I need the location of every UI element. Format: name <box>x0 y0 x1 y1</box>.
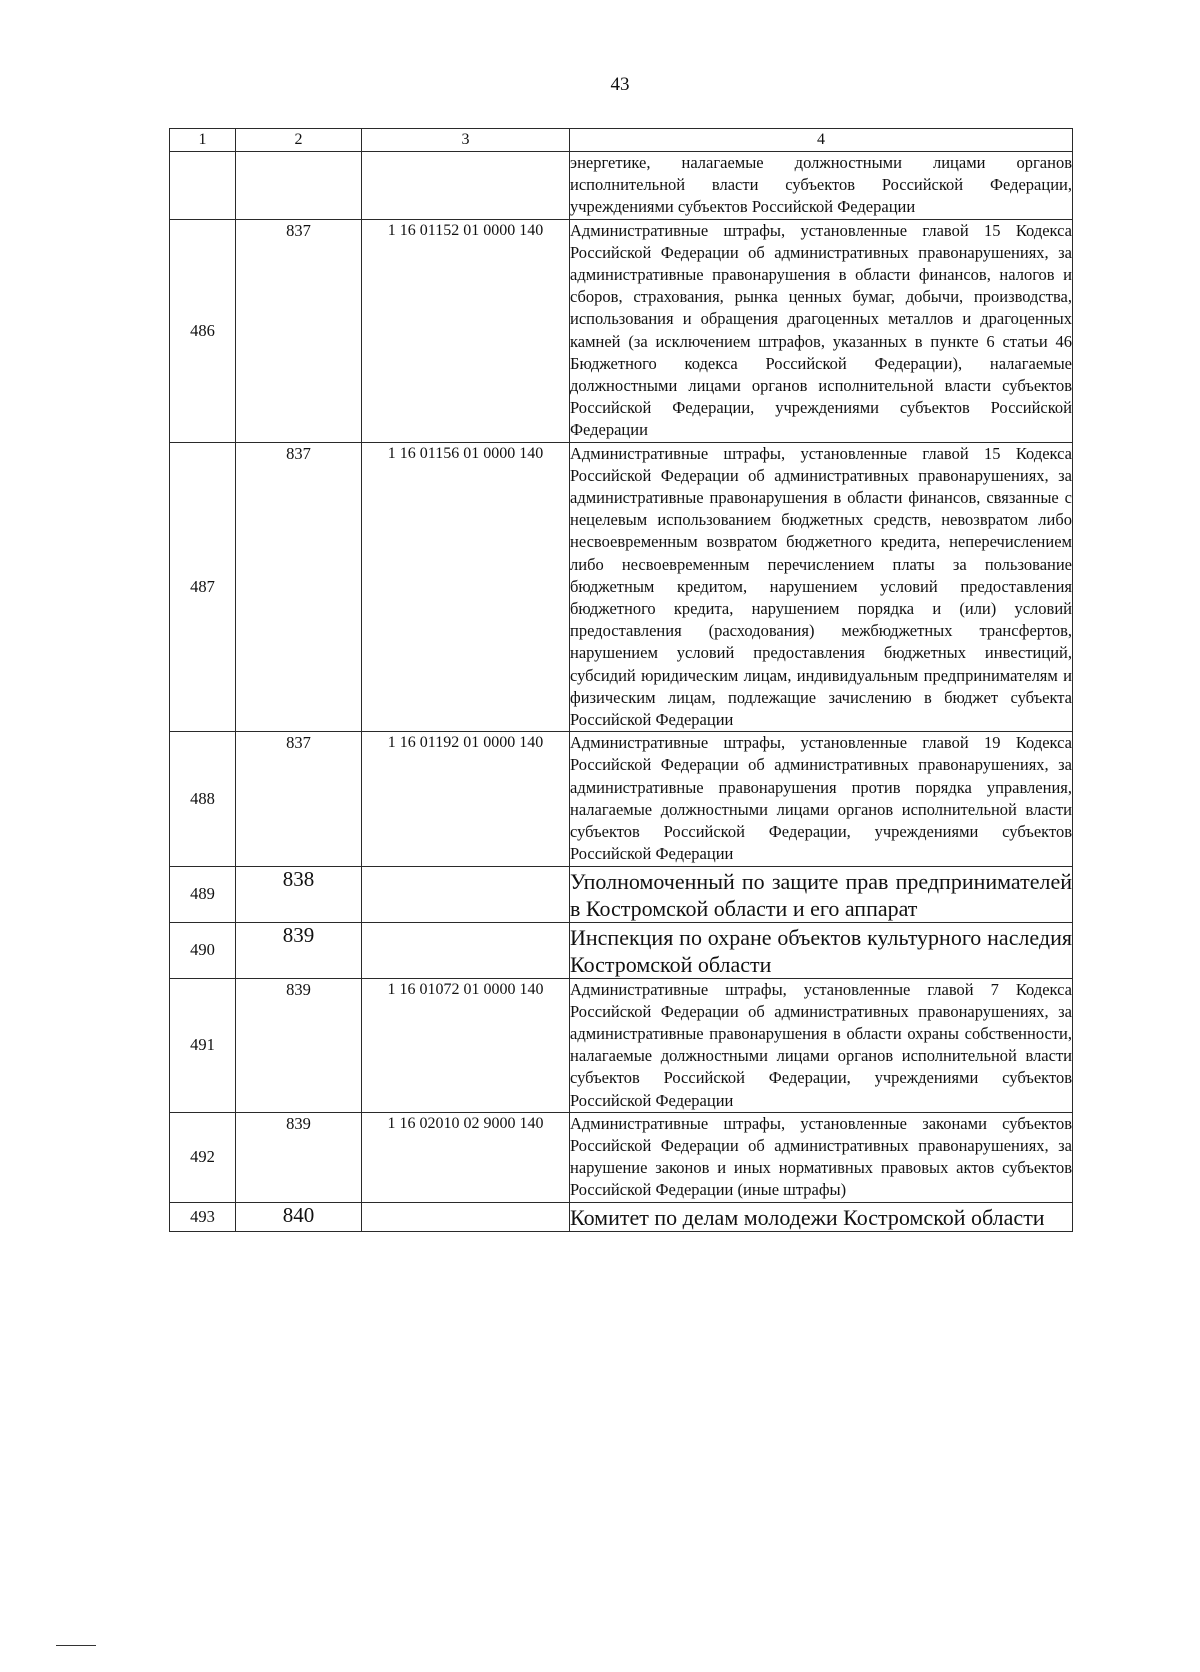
row-number: 490 <box>170 922 236 978</box>
header-col-2: 2 <box>236 129 362 152</box>
table-row <box>170 732 1073 866</box>
row-number: 487 <box>170 442 236 732</box>
budget-classification-code: 1 16 02010 02 9000 140 <box>362 1112 570 1202</box>
row-description: Административные штрафы, установленные главой 7 Кодекса Российской Федерации об административных правонарушениях, за административные правонарушения в области охраны собственности, налагаемые должностными лицами органов исполнительной власти субъектов Российской Федерации, учреждениями субъектов Российской Федерации <box>570 978 1073 1112</box>
table-row <box>170 442 1073 732</box>
header-col-1: 1 <box>170 129 236 152</box>
admin-code: 838 <box>236 866 362 922</box>
budget-classification-code: 1 16 01192 01 0000 140 <box>362 732 570 866</box>
budget-classification-code: 1 16 01152 01 0000 140 <box>362 219 570 442</box>
admin-code: 837 <box>236 219 362 442</box>
admin-code: 839 <box>236 1112 362 1202</box>
budget-classification-code <box>362 152 570 220</box>
row-number: 488 <box>170 732 236 866</box>
budget-classification-code <box>362 866 570 922</box>
row-number: 493 <box>170 1202 236 1231</box>
admin-code: 839 <box>236 922 362 978</box>
budget-classification-code: 1 16 01072 01 0000 140 <box>362 978 570 1112</box>
budget-code-table <box>169 128 1073 1232</box>
footer-dash <box>56 1645 96 1646</box>
row-description: Инспекция по охране объектов культурного наследия Костромской области <box>570 922 1073 978</box>
row-description: Административные штрафы, установленные главой 15 Кодекса Российской Федерации об административных правонарушениях, за административные правонарушения в области финансов, связанные с нецелевым использованием бюджетных средств, невозвратом либо несвоевременным возвратом бюджетного кредита, неперечислением либо несвоевременным перечислением платы за пользование бюджетным кредитом, нарушением условий предоставления бюджетного кредита, нарушением порядка и (или) условий предоставления (расходования) межбюджетных трансфертов, нарушением условий предоставления бюджетных инвестиций, субсидий юридическим лицам, индивидуальным предпринимателям и физическим лицам, подлежащие зачислению в бюджет субъекта Российской Федерации <box>570 442 1073 732</box>
admin-code <box>236 152 362 220</box>
row-number: 492 <box>170 1112 236 1202</box>
header-col-3: 3 <box>362 129 570 152</box>
row-description: Административные штрафы, установленные главой 19 Кодекса Российской Федерации об административных правонарушениях, за административные правонарушения против порядка управления, налагаемые должностными лицами органов исполнительной власти субъектов Российской Федерации, учреждениями субъектов Российской Федерации <box>570 732 1073 866</box>
row-number: 491 <box>170 978 236 1112</box>
row-number: 489 <box>170 866 236 922</box>
table-row <box>170 922 1073 978</box>
budget-classification-code: 1 16 01156 01 0000 140 <box>362 442 570 732</box>
header-col-4: 4 <box>570 129 1073 152</box>
admin-code: 839 <box>236 978 362 1112</box>
table-row <box>170 219 1073 442</box>
table-row <box>170 866 1073 922</box>
row-number <box>170 152 236 220</box>
budget-classification-code <box>362 922 570 978</box>
table-row <box>170 1202 1073 1231</box>
table-row <box>170 978 1073 1112</box>
row-description: Административные штрафы, установленные главой 15 Кодекса Российской Федерации об административных правонарушениях, за административные правонарушения в области финансов, налогов и сборов, страхования, рынка ценных бумаг, добычи, производства, использования и обращения драгоценных металлов и драгоценных камней (за исключением штрафов, указанных в пункте 6 статьи 46 Бюджетного кодекса Российской Федерации), налагаемые должностными лицами органов исполнительной власти субъектов Российской Федерации, учреждениями субъектов Российской Федерации <box>570 219 1073 442</box>
page-number: 43 <box>610 74 630 95</box>
table-body <box>170 152 1073 1232</box>
admin-code: 840 <box>236 1202 362 1231</box>
table-row <box>170 152 1073 220</box>
row-number: 486 <box>170 219 236 442</box>
budget-classification-code <box>362 1202 570 1231</box>
row-description: Административные штрафы, установленные законами субъектов Российской Федерации об административных правонарушениях, за нарушение законов и иных нормативных правовых актов субъектов Российской Федерации (иные штрафы) <box>570 1112 1073 1202</box>
table-header-row <box>170 129 1073 152</box>
row-description: Комитет по делам молодежи Костромской области <box>570 1202 1073 1231</box>
admin-code: 837 <box>236 442 362 732</box>
admin-code: 837 <box>236 732 362 866</box>
row-description: энергетике, налагаемые должностными лицами органов исполнительной власти субъектов Российской Федерации, учреждениями субъектов Российской Федерации <box>570 152 1073 220</box>
table-row <box>170 1112 1073 1202</box>
row-description: Уполномоченный по защите прав предпринимателей в Костромской области и его аппарат <box>570 866 1073 922</box>
